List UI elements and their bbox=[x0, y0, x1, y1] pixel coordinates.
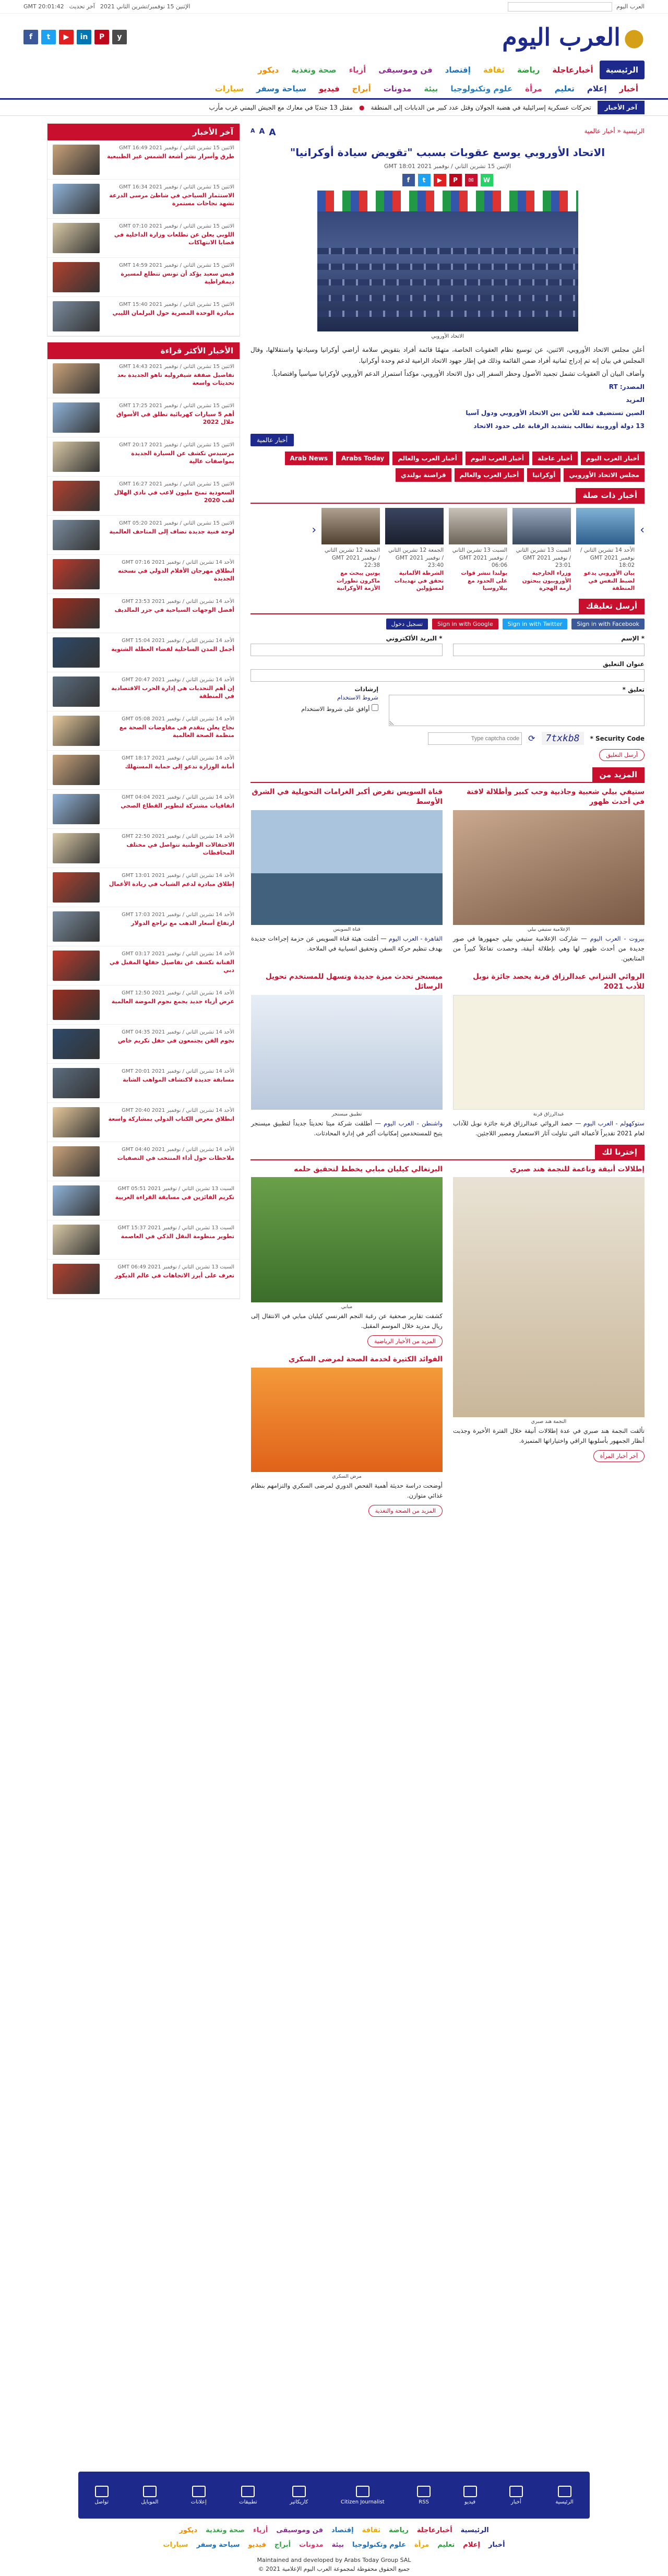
news-date: الأحد 14 تشرين الثاني / نوفمبر 2021 GMT 05:08 bbox=[122, 716, 234, 722]
related-link[interactable]: الصين تستضيف قمة للأمن بين الاتحاد الأوروبي ودول آسيا bbox=[466, 409, 645, 417]
social-links bbox=[23, 30, 127, 44]
sidebar-news-item[interactable] bbox=[47, 751, 240, 790]
news-thumbnail bbox=[53, 1264, 100, 1294]
article-title: الاتحاد الأوروبي يوسع عقوبات بسبب "تقويض سيادة أوكرانيا" bbox=[290, 146, 605, 159]
more-sports-button[interactable]: المزيد من الأخبار الرياضية bbox=[367, 1335, 443, 1347]
news-title[interactable]: مرسيدس تكشف عن السيارة الجديدة بمواصفات عالية bbox=[131, 449, 234, 465]
news-date: الأحد 14 تشرين الثاني / نوفمبر 2021 GMT 23:53 bbox=[122, 599, 234, 604]
agree-checkbox[interactable] bbox=[372, 704, 378, 711]
news-date: الأحد 14 تشرين الثاني / نوفمبر 2021 GMT 15:04 bbox=[122, 638, 234, 644]
news-thumbnail bbox=[53, 794, 100, 824]
latest-title: آخر الأخبار bbox=[47, 124, 240, 140]
font-size-large[interactable]: A bbox=[269, 127, 276, 138]
nav-travel[interactable]: سياحة وسفر bbox=[256, 84, 306, 93]
news-date: السبت 13 تشرين الثاني / نوفمبر 2021 GMT 06:49 bbox=[117, 1264, 234, 1270]
footer-nav-item[interactable]: إعلام bbox=[463, 2541, 481, 2549]
linkedin-icon[interactable]: in bbox=[77, 30, 91, 44]
sidebar-news-item[interactable] bbox=[47, 829, 240, 868]
footer-link-icon bbox=[95, 2486, 109, 2497]
sidebar-news-item[interactable] bbox=[47, 180, 240, 219]
news-date: الاثنين 15 تشرين الثاني / نوفمبر 2021 GMT 20:17 bbox=[119, 442, 234, 448]
news-title[interactable]: تفاصيل صفقة شيفروليه تاهو الجديدة بعد تحديثات واسعة bbox=[117, 371, 234, 387]
related-item[interactable]: الأحد 14 تشرين الثاني / نوفمبر 2021 GMT 18:02 بيان الأوروبي يدعو لضبط النفس في المنطقة bbox=[576, 508, 635, 592]
news-thumbnail bbox=[53, 1029, 100, 1059]
news-title[interactable]: أمانة الوزارة تدعو إلى حماية المستهلك bbox=[125, 763, 234, 770]
sidebar-news-item[interactable] bbox=[47, 868, 240, 907]
footer-nav-item[interactable]: أخبارعاجلة bbox=[416, 2526, 452, 2534]
sidebar bbox=[47, 123, 240, 1517]
footer-link-icon bbox=[417, 2486, 431, 2497]
twitter-icon[interactable]: t bbox=[418, 174, 431, 186]
tag[interactable]: Arabs Today bbox=[336, 452, 389, 465]
footer-nav-item[interactable]: ديكور bbox=[179, 2526, 198, 2534]
more-women-button[interactable]: آخر أخبار المرأة bbox=[593, 1450, 645, 1462]
news-date: الاثنين 15 تشرين الثاني / نوفمبر 2021 GMT 05:20 bbox=[119, 520, 234, 526]
captcha-label: Security Code * bbox=[590, 734, 645, 742]
footer-nav-item[interactable]: أخبار bbox=[488, 2541, 505, 2549]
nav-education[interactable]: تعليم bbox=[554, 84, 575, 93]
footer-nav-item[interactable]: أبراج bbox=[274, 2541, 291, 2549]
news-title[interactable]: لوحة فنية جديدة تضاف إلى المتاحف العالمية bbox=[109, 528, 234, 535]
category-button[interactable]: أخبار عالمية bbox=[250, 434, 294, 446]
terms-link[interactable]: شروط الاستخدام bbox=[337, 694, 378, 702]
news-thumbnail bbox=[53, 223, 100, 253]
news-ticker: آخر الأخبار تحركات عسكرية إسرائيلية في هضبة الجولان وقتل عدد كبير من الدبابات إلى المنطقة ● مقتل 13 جنديًا في معارك مع الجيش اليمني غرب مأرب bbox=[0, 98, 668, 116]
article-body bbox=[250, 345, 645, 432]
date: الإثنين 15 نوفمبر/تشرين الثاني 2021 bbox=[100, 3, 190, 10]
sidebar-news-item[interactable] bbox=[47, 986, 240, 1025]
more-health-button[interactable]: المزيد من الصحة والتغذية bbox=[368, 1505, 443, 1517]
email-input[interactable] bbox=[250, 644, 443, 656]
news-date: الاثنين 15 تشرين الثاني / نوفمبر 2021 GMT 07:10 bbox=[119, 223, 234, 229]
sidebar-news-item[interactable] bbox=[47, 594, 240, 633]
nav-economy[interactable]: إقتصاد bbox=[445, 65, 471, 75]
article-image bbox=[317, 191, 578, 331]
youtube-icon[interactable]: ▶ bbox=[434, 174, 446, 186]
sidebar-news-item[interactable] bbox=[47, 1025, 240, 1064]
footer-nav-item[interactable]: فيديو bbox=[248, 2541, 266, 2549]
refresh-icon[interactable]: ⟳ bbox=[528, 733, 535, 744]
news-title[interactable]: طرق وأسرار نشر أشعة الشمس غير الطبيعية bbox=[107, 152, 234, 160]
news-date: الأحد 14 تشرين الثاني / نوفمبر 2021 GMT 20:01 bbox=[122, 1069, 234, 1074]
sidebar-news-item[interactable] bbox=[47, 398, 240, 437]
yahoo-icon[interactable]: y bbox=[112, 30, 127, 44]
sidebar-news-item[interactable] bbox=[47, 1181, 240, 1220]
related-item[interactable]: الجمعة 12 تشرين الثاني / نوفمبر 2021 GMT 23:40 الشرطة الألمانية تحقق في تهديدات لمسؤولين bbox=[385, 508, 444, 592]
related-item[interactable]: الجمعة 12 تشرين الثاني / نوفمبر 2021 GMT 22:38 بوتين يبحث مع ماكرون تطورات الأزمة الأوكرانية bbox=[321, 508, 380, 592]
nav-blogs[interactable]: مدونات bbox=[383, 84, 412, 93]
news-thumbnail bbox=[53, 520, 100, 550]
news-thumbnail bbox=[53, 676, 100, 707]
font-controls bbox=[250, 127, 276, 138]
login-button[interactable]: تسجيل دخول bbox=[386, 619, 428, 630]
comment-label: تعليق * bbox=[622, 686, 645, 694]
news-date: الاثنين 15 تشرين الثاني / نوفمبر 2021 GMT 14:43 bbox=[119, 364, 234, 370]
related-link[interactable]: 13 دولة أوروبية تطالب بتشديد الرقابة على حدود الاتحاد bbox=[473, 422, 645, 430]
news-thumbnail bbox=[53, 1068, 100, 1098]
news-title[interactable]: عرض أزياء جديد يجمع نجوم الموضة العالمية bbox=[111, 998, 234, 1005]
nav-environment[interactable]: بيئة bbox=[424, 84, 438, 93]
news-thumbnail bbox=[53, 951, 100, 981]
footer-link[interactable]: كاريكاتير bbox=[290, 2486, 308, 2505]
sidebar-news-item[interactable] bbox=[47, 437, 240, 477]
news-card[interactable]: الروائي التنزاني عبدالرزاق قرنة يحصد جائزة نوبل للأدب 2021 عبدالرزاق قرنة ستوكهولم - العرب اليوم — حصد الروائي عبدالرزاق قرنة جائزة نوبل للآداب لعام 2021 تقديراً لأعماله التي تناولت آثار الاستعمار ومصير اللاجئين. bbox=[453, 972, 645, 1137]
pinterest-icon[interactable]: P bbox=[449, 174, 462, 186]
whatsapp-icon[interactable]: W bbox=[481, 174, 493, 186]
twitter-icon[interactable]: t bbox=[41, 30, 56, 44]
header bbox=[0, 14, 668, 61]
news-title[interactable]: ملاحظات حول أداء المنتخب في التصفيات bbox=[117, 1154, 234, 1161]
nav-sports[interactable]: رياضة bbox=[517, 65, 540, 75]
sidebar-news-item[interactable] bbox=[47, 1142, 240, 1181]
more-section-title: المزيد من bbox=[592, 767, 645, 782]
nav-science[interactable]: علوم وتكنولوجيا bbox=[450, 84, 513, 93]
facebook-login-button[interactable]: Sign in with Facebook bbox=[571, 619, 645, 630]
news-title[interactable]: تكريم الفائزين في مسابقة القراءة العربية bbox=[115, 1193, 234, 1201]
news-title[interactable]: الاستثمار السياحي في شاطئ مرسى الدرعة تشهد نجاحات مستمرة bbox=[109, 192, 234, 207]
news-date: الأحد 14 تشرين الثاني / نوفمبر 2021 GMT 17:03 bbox=[122, 912, 234, 918]
footer-link-icon bbox=[292, 2486, 306, 2497]
sidebar-news-item[interactable] bbox=[47, 477, 240, 516]
news-title[interactable]: قيس سعيد يؤكد أن تونس تتطلع لمسيرة ديمقراطية bbox=[121, 270, 234, 286]
subject-label: عنوان التعليق bbox=[602, 660, 645, 668]
news-thumbnail bbox=[53, 1107, 100, 1137]
more-grid bbox=[250, 787, 645, 1138]
news-title[interactable]: نجاح يعلن بتقدم في مفاوضات الصحة مع منظمة الصحة العالمية bbox=[119, 723, 234, 739]
related-news bbox=[250, 508, 645, 592]
article-paragraph: وأضاف البيان أن العقوبات تشمل تجميد الأصول وحظر السفر إلى دول الاتحاد الأوروبي، مؤكداً استمرار الدعم الأوروبي لأوكرانيا سياسياً واقتصادياً. bbox=[271, 370, 645, 377]
nav-decor[interactable]: ديكور bbox=[258, 65, 279, 75]
nav-breaking[interactable]: أخبارعاجلة bbox=[552, 65, 593, 75]
editor-card[interactable]: البرتغالي كيليان مبابي يخطط لتحقيق حلمه مبابي كشفت تقارير صحفية عن رغبة النجم الفرنسي كيليان مبابي في الانتقال إلى ريال مدريد خلال الموسم المقبل. المزيد من الأخبار الرياضية bbox=[251, 1165, 443, 1348]
news-thumbnail bbox=[53, 833, 100, 863]
tag[interactable]: قراصنة بولندي bbox=[396, 468, 451, 482]
footer-link-icon bbox=[241, 2486, 255, 2497]
sidebar-news-item[interactable] bbox=[47, 516, 240, 555]
editor-card[interactable]: إطلالات أنيقة وناعمة للنجمة هند صبري النجمة هند صبري تألقت النجمة هند صبري في عدة إطلالات أنيقة خلال الفترة الأخيرة وجذبت أنظار الجمهور بأسلوبها الراقي واختياراتها المتميزة. آخر أخبار المرأة bbox=[453, 1165, 645, 1517]
popular-title: الأخبار الأكثر قراءة bbox=[47, 342, 240, 359]
news-title[interactable]: أفضل الوجهات السياحية في جزر المالديف bbox=[114, 606, 234, 613]
facebook-icon[interactable]: f bbox=[402, 174, 415, 186]
ticker-item[interactable]: تحركات عسكرية إسرائيلية في هضبة الجولان وقتل عدد كبير من الدبابات إلى المنطقة bbox=[371, 104, 591, 111]
sidebar-news-item[interactable] bbox=[47, 140, 240, 180]
news-thumbnail bbox=[53, 716, 100, 746]
news-title[interactable]: الاحتفالات الوطنية تتواصل في مختلف المحافظات bbox=[126, 841, 234, 857]
news-thumbnail bbox=[53, 911, 100, 942]
nav-women[interactable]: مرأة bbox=[525, 84, 542, 93]
google-login-button[interactable]: Sign in with Google bbox=[432, 619, 498, 630]
article-source: المصدر: RT bbox=[609, 383, 645, 390]
news-thumbnail bbox=[53, 363, 100, 394]
twitter-login-button[interactable]: Sign in with Twitter bbox=[503, 619, 568, 630]
news-card[interactable]: ستيفي بيلي شعبية وجاذبية وحب كبير وأطلالة لافتة في أحدث ظهور الإعلامية ستيفي بيلي بيروت - العرب اليوم — شاركت الإعلامية ستيفي بيلي جمهورها في صور جديدة من أحدث ظهور لها وهي بإطلالة أنيقة، وحصدت تفاعلاً كبيراً من المتابعين. bbox=[453, 788, 645, 962]
nav-horoscope[interactable]: أبراج bbox=[352, 84, 371, 93]
footer-nav-item[interactable]: بيئة bbox=[331, 2541, 344, 2549]
footer-nav-item[interactable]: سيارات bbox=[163, 2541, 188, 2549]
footer-link[interactable]: الموبايل bbox=[141, 2486, 158, 2505]
arrow-right-icon[interactable]: › bbox=[640, 524, 645, 537]
news-date: الأحد 14 تشرين الثاني / نوفمبر 2021 GMT 18:17 bbox=[122, 755, 234, 761]
news-date: الأحد 14 تشرين الثاني / نوفمبر 2021 GMT 22:50 bbox=[122, 834, 234, 839]
news-card[interactable]: قناة السويس تفرض أكبر الغرامات التحويلية في الشرق الأوسط قناة السويس القاهرة - العرب اليوم — أعلنت هيئة قناة السويس عن حزمة إجراءات جديدة بهدف تنظيم حركة السفن وتحقيق انسيابية في الملاحة. bbox=[251, 788, 443, 952]
updated-label: آخر تحديث bbox=[69, 3, 95, 10]
more-label: المزيد bbox=[626, 396, 645, 403]
news-date: الاثنين 15 تشرين الثاني / نوفمبر 2021 GMT 16:27 bbox=[119, 481, 234, 487]
sidebar-news-item[interactable] bbox=[47, 1064, 240, 1103]
name-label: * الإسم bbox=[621, 635, 645, 643]
related-title: أخبار ذات صلة bbox=[576, 488, 645, 503]
footer-link[interactable]: RSS bbox=[417, 2486, 431, 2505]
today-label: العرب اليوم bbox=[616, 3, 645, 10]
news-thumbnail bbox=[53, 481, 100, 511]
tag[interactable]: أخبار العرب اليوم bbox=[466, 452, 529, 465]
news-date: الاثنين 15 تشرين الثاني / نوفمبر 2021 GMT 17:25 bbox=[119, 403, 234, 409]
nav-art[interactable]: فن وموسيقى bbox=[378, 65, 433, 75]
footer-link[interactable]: إعلانات bbox=[191, 2486, 207, 2505]
maintained-by: Maintained and developed by Arabs Today Group SAL bbox=[257, 2557, 411, 2563]
sidebar-news-item[interactable] bbox=[47, 790, 240, 829]
editor-card[interactable]: الفوائد الكثيرة لخدمة الصحة لمرضى السكري مرض السكري أوضحت دراسة حديثة أهمية الفحص الدوري لمرضى السكري والتزامهم بنظام غذائي متوازن. المزيد من الصحة والتغذية bbox=[251, 1355, 443, 1517]
main-content bbox=[250, 123, 645, 1517]
comment-form: Sign in with Facebook Sign in with Twitter Sign in with Google تسجيل دخول * الإسم * البريد الألكتروني عنوان التعليق تعليق * إرشادات شروط الاستخدام أوافق على شروط الاستخدام Security Code * 7txkb8 ⟳ Type captcha code أرسل التعليق bbox=[250, 619, 645, 761]
news-thumbnail bbox=[53, 1185, 100, 1216]
footer-nav-item[interactable]: مدونات bbox=[299, 2541, 324, 2549]
news-date: الاثنين 15 تشرين الثاني / نوفمبر 2021 GMT 15:40 bbox=[119, 302, 234, 307]
tag[interactable]: أخبار عاجلة bbox=[532, 452, 578, 465]
footer-nav-item[interactable]: رياضة bbox=[389, 2526, 409, 2534]
news-date: الاثنين 15 تشرين الثاني / نوفمبر 2021 GMT 14:59 bbox=[119, 263, 234, 268]
font-size-small[interactable]: A bbox=[250, 127, 255, 134]
news-title[interactable]: السعودية تمنح مليون لاعب في نادي الهلال لقب 2020 bbox=[114, 489, 234, 504]
news-thumbnail bbox=[53, 598, 100, 628]
news-date: الاثنين 15 تشرين الثاني / نوفمبر 2021 GMT 16:34 bbox=[119, 184, 234, 190]
tag[interactable]: Arab News bbox=[285, 452, 333, 465]
news-thumbnail bbox=[53, 262, 100, 292]
related-item[interactable]: السبت 13 تشرين الثاني / نوفمبر 2021 GMT 06:06 بولندا تنشر قوات على الحدود مع بيلاروسيا bbox=[449, 508, 507, 592]
news-title[interactable]: إن أهم التحديات هي إدارة الحرب الاقتصادية في المنطقة bbox=[111, 684, 234, 700]
sidebar-news-item[interactable] bbox=[47, 1103, 240, 1142]
youtube-icon[interactable]: ▶ bbox=[59, 30, 74, 44]
footer-nav-item[interactable]: فن وموسيقى bbox=[276, 2526, 323, 2534]
sidebar-news-item[interactable] bbox=[47, 633, 240, 672]
news-thumbnail bbox=[53, 990, 100, 1020]
footer-link-icon bbox=[463, 2486, 477, 2497]
footer-icons bbox=[78, 2472, 590, 2519]
news-date: الأحد 14 تشرين الثاني / نوفمبر 2021 GMT 12:50 bbox=[122, 990, 234, 996]
footer-link-icon bbox=[509, 2486, 523, 2497]
footer-nav-item[interactable]: إقتصاد bbox=[331, 2526, 354, 2534]
captcha-image: 7txkb8 bbox=[542, 732, 584, 745]
news-thumbnail bbox=[53, 442, 100, 472]
footer-nav-item[interactable]: علوم وتكنولوجيا bbox=[352, 2541, 406, 2549]
captcha-input[interactable] bbox=[428, 732, 522, 745]
news-thumbnail bbox=[53, 637, 100, 668]
rules-title: إرشادات bbox=[354, 686, 378, 693]
sidebar-news-item[interactable] bbox=[47, 555, 240, 594]
sidebar-news-item[interactable] bbox=[47, 907, 240, 946]
tag[interactable]: مجلس الاتحاد الأوروبي bbox=[564, 468, 645, 482]
tag[interactable]: أخبار العرب اليوم bbox=[581, 452, 645, 465]
footer-link[interactable]: Citizen Journalist bbox=[341, 2486, 385, 2505]
nav-media[interactable]: إعلام bbox=[587, 84, 607, 93]
footer-nav bbox=[78, 2526, 590, 2534]
nav-home[interactable]: الرئيسية bbox=[600, 61, 645, 79]
footer-link-icon bbox=[356, 2486, 369, 2497]
news-thumbnail bbox=[53, 402, 100, 433]
nav-culture[interactable]: ثقافة bbox=[483, 65, 505, 75]
comment-title: أرسل تعليقك bbox=[579, 599, 645, 613]
name-input[interactable] bbox=[453, 644, 645, 656]
editors-title: إخترنا لك bbox=[595, 1145, 645, 1159]
subject-input[interactable] bbox=[250, 669, 645, 682]
news-card[interactable]: ميسنجر تحدث ميزة جديدة وتسهل للمستخدم تحويل الرسائل تطبيق ميسنجر واشنطن - العرب اليوم — أطلقت شركة ميتا تحديثاً جديداً لتطبيق ميسنجر يتيح للمستخدمين إمكانيات أكبر في إدارة المحادثات. bbox=[251, 972, 443, 1137]
nav-health[interactable]: صحة وتغذية bbox=[291, 65, 337, 75]
main-nav bbox=[0, 61, 668, 79]
sidebar-news-item[interactable] bbox=[47, 1260, 240, 1299]
news-date: السبت 13 تشرين الثاني / نوفمبر 2021 GMT 15:37 bbox=[117, 1225, 234, 1231]
footer-nav-item[interactable]: ثقافة bbox=[362, 2526, 381, 2534]
sidebar-news-item[interactable] bbox=[47, 297, 240, 336]
search-input[interactable] bbox=[508, 2, 612, 11]
pinterest-icon[interactable]: P bbox=[94, 30, 109, 44]
footer-link[interactable]: تواصل bbox=[94, 2486, 109, 2505]
comment-textarea[interactable] bbox=[389, 695, 645, 726]
tag[interactable]: أخبار العرب والعالم bbox=[455, 468, 524, 482]
footer-nav-item[interactable]: مرأة bbox=[414, 2541, 430, 2549]
nav-fashion[interactable]: أزياء bbox=[349, 65, 366, 75]
news-title[interactable]: اتفاقيات مشتركة لتطوير القطاع الصحي bbox=[121, 802, 234, 809]
news-title[interactable]: تطوير منظومة النقل الذكي في العاصمة bbox=[121, 1232, 234, 1240]
footer-nav-item[interactable]: تعليم bbox=[437, 2541, 455, 2549]
footer-link[interactable]: تطبيقات bbox=[239, 2486, 257, 2505]
news-thumbnail bbox=[53, 1146, 100, 1177]
news-title[interactable]: أجمل المدن الساحلية لقضاء العطلة الشتوية bbox=[111, 645, 234, 652]
news-thumbnail bbox=[53, 184, 100, 214]
footer-nav-item[interactable]: أزياء bbox=[253, 2526, 268, 2534]
ticker-label: آخر الأخبار bbox=[598, 101, 645, 114]
footer-nav-item[interactable]: سياحة وسفر bbox=[196, 2541, 240, 2549]
nav-news[interactable]: أخبار bbox=[619, 84, 638, 93]
news-title[interactable]: الفنانة تكشف عن تفاصيل حفلها المقبل في دبي bbox=[109, 958, 234, 974]
facebook-icon[interactable]: f bbox=[23, 30, 38, 44]
news-date: الأحد 14 تشرين الثاني / نوفمبر 2021 GMT 20:40 bbox=[122, 1108, 234, 1113]
send-comment-button[interactable]: أرسل التعليق bbox=[599, 749, 645, 761]
news-date: الأحد 14 تشرين الثاني / نوفمبر 2021 GMT 03:17 bbox=[122, 951, 234, 957]
news-date: الأحد 14 تشرين الثاني / نوفمبر 2021 GMT 04:40 bbox=[122, 1147, 234, 1153]
related-item[interactable]: السبت 13 تشرين الثاني / نوفمبر 2021 GMT 23:01 وزراء الخارجية الأوروبيون يبحثون أزمة الهجرة bbox=[512, 508, 571, 592]
image-caption: الاتحاد الأوروبي bbox=[431, 334, 464, 339]
sidebar-news-item[interactable] bbox=[47, 359, 240, 398]
news-title[interactable]: نجوم الفن يجتمعون في حفل تكريم خاص bbox=[117, 1037, 234, 1044]
top-bar bbox=[0, 0, 668, 14]
nav-video[interactable]: فيديو bbox=[319, 84, 340, 93]
footer-link[interactable]: الرئيسية bbox=[555, 2486, 573, 2505]
tags bbox=[250, 452, 645, 482]
news-date: الأحد 14 تشرين الثاني / نوفمبر 2021 GMT 13:01 bbox=[122, 873, 234, 879]
news-thumbnail bbox=[53, 145, 100, 175]
news-date: الأحد 14 تشرين الثاني / نوفمبر 2021 GMT 20:47 bbox=[122, 677, 234, 683]
footer-nav-item[interactable]: الرئيسية bbox=[460, 2526, 489, 2534]
news-date: الأحد 14 تشرين الثاني / نوفمبر 2021 GMT 04:04 bbox=[122, 794, 234, 800]
news-title[interactable]: تعرف على أبرز الاتجاهات في عالم الديكور bbox=[115, 1272, 234, 1279]
sidebar-news-item[interactable] bbox=[47, 672, 240, 711]
news-title[interactable]: اللوبي يعلن عن تطلعات وزارة الداخلية في قضايا الانتهاكات bbox=[114, 231, 234, 246]
tag[interactable]: أخبار العرب والعالم bbox=[392, 452, 462, 465]
news-thumbnail bbox=[53, 755, 100, 785]
email-label: * البريد الألكتروني bbox=[386, 635, 443, 643]
secondary-nav bbox=[0, 79, 668, 98]
news-thumbnail bbox=[53, 872, 100, 903]
editors-grid bbox=[250, 1165, 645, 1517]
news-date: الاثنين 15 تشرين الثاني / نوفمبر 2021 GMT 16:49 bbox=[119, 145, 234, 151]
copyright: جميع الحقوق محفوظة لمجموعة العرب اليوم الإعلامية 2021 © bbox=[258, 2566, 410, 2572]
news-date: الأحد 14 تشرين الثاني / نوفمبر 2021 GMT 04:35 bbox=[122, 1029, 234, 1035]
footer-link[interactable]: فيديو bbox=[463, 2486, 477, 2505]
news-date: السبت 13 تشرين الثاني / نوفمبر 2021 GMT 05:51 bbox=[117, 1186, 234, 1192]
article-paragraph: أعلن مجلس الاتحاد الأوروبي، الاثنين، عن توسيع نظام العقوبات الخاصة، متهمًا قائمة أفراد بتقويض سلامة أراضي أوكرانيا وسيادتها واستقلالها، وقال المجلس في بيان إنه تم إدراج ثمانية أفراد ضمن القائمة وذلك في إطار جهود الاتحاد الرامية لدعم وحدة أوكرانيا. bbox=[250, 346, 645, 364]
email-icon[interactable]: ✉ bbox=[465, 174, 478, 186]
arrow-left-icon[interactable]: ‹ bbox=[312, 524, 317, 537]
footer-link-icon bbox=[143, 2486, 157, 2497]
news-thumbnail bbox=[53, 1225, 100, 1255]
news-title[interactable]: مبادرة الوحدة المصرية حول البرلمان الليبي bbox=[112, 309, 234, 316]
footer-link[interactable]: أخبار bbox=[509, 2486, 523, 2505]
share-bar bbox=[250, 174, 645, 186]
article-date: الإثنين 15 تشرين الثاني / نوفمبر 2021 GMT 18:01 bbox=[384, 163, 511, 170]
footer-nav-item[interactable]: صحة وتغذية bbox=[206, 2526, 245, 2534]
sidebar-news-item[interactable] bbox=[47, 1220, 240, 1260]
footer-link-icon bbox=[192, 2486, 206, 2497]
ticker-item[interactable]: مقتل 13 جنديًا في معارك مع الجيش اليمني غرب مأرب bbox=[209, 104, 353, 111]
updated-time: GMT 20:01:42 bbox=[23, 3, 64, 10]
news-date: الأحد 14 تشرين الثاني / نوفمبر 2021 GMT 07:16 bbox=[122, 560, 234, 565]
news-title[interactable]: إطلاق مبادرة لدعم الشباب في ريادة الأعمال bbox=[109, 880, 234, 887]
news-title[interactable]: انطلاق مهرجان الأفلام الدولي في نسخته الجديدة bbox=[118, 567, 234, 583]
nav-cars[interactable]: سيارات bbox=[214, 84, 244, 93]
footer-link-icon bbox=[558, 2486, 571, 2497]
tag[interactable]: أوكرانيا bbox=[527, 468, 560, 482]
news-thumbnail bbox=[53, 559, 100, 589]
font-size-medium[interactable]: A bbox=[259, 127, 265, 136]
news-title[interactable]: انطلاق معرض الكتاب الدولي بمشاركة واسعة bbox=[108, 1115, 234, 1122]
sidebar-news-item[interactable] bbox=[47, 711, 240, 751]
sidebar-news-item[interactable] bbox=[47, 946, 240, 986]
news-title[interactable]: أهم 5 سيارات كهربائية تطلق في الأسواق خلال 2022 bbox=[116, 410, 234, 426]
site-logo[interactable]: ● العرب اليوم bbox=[502, 23, 645, 51]
news-title[interactable]: مسابقة جديدة لاكتشاف المواهب الشابة bbox=[123, 1076, 234, 1083]
sidebar-news-item[interactable] bbox=[47, 219, 240, 258]
news-thumbnail bbox=[53, 301, 100, 331]
news-title[interactable]: ارتفاع أسعار الذهب مع تراجع الدولار bbox=[131, 919, 234, 927]
sidebar-news-item[interactable] bbox=[47, 258, 240, 297]
breadcrumb[interactable]: الرئيسية « أخبار عالمية bbox=[584, 127, 645, 135]
footer-nav-secondary bbox=[78, 2541, 590, 2549]
